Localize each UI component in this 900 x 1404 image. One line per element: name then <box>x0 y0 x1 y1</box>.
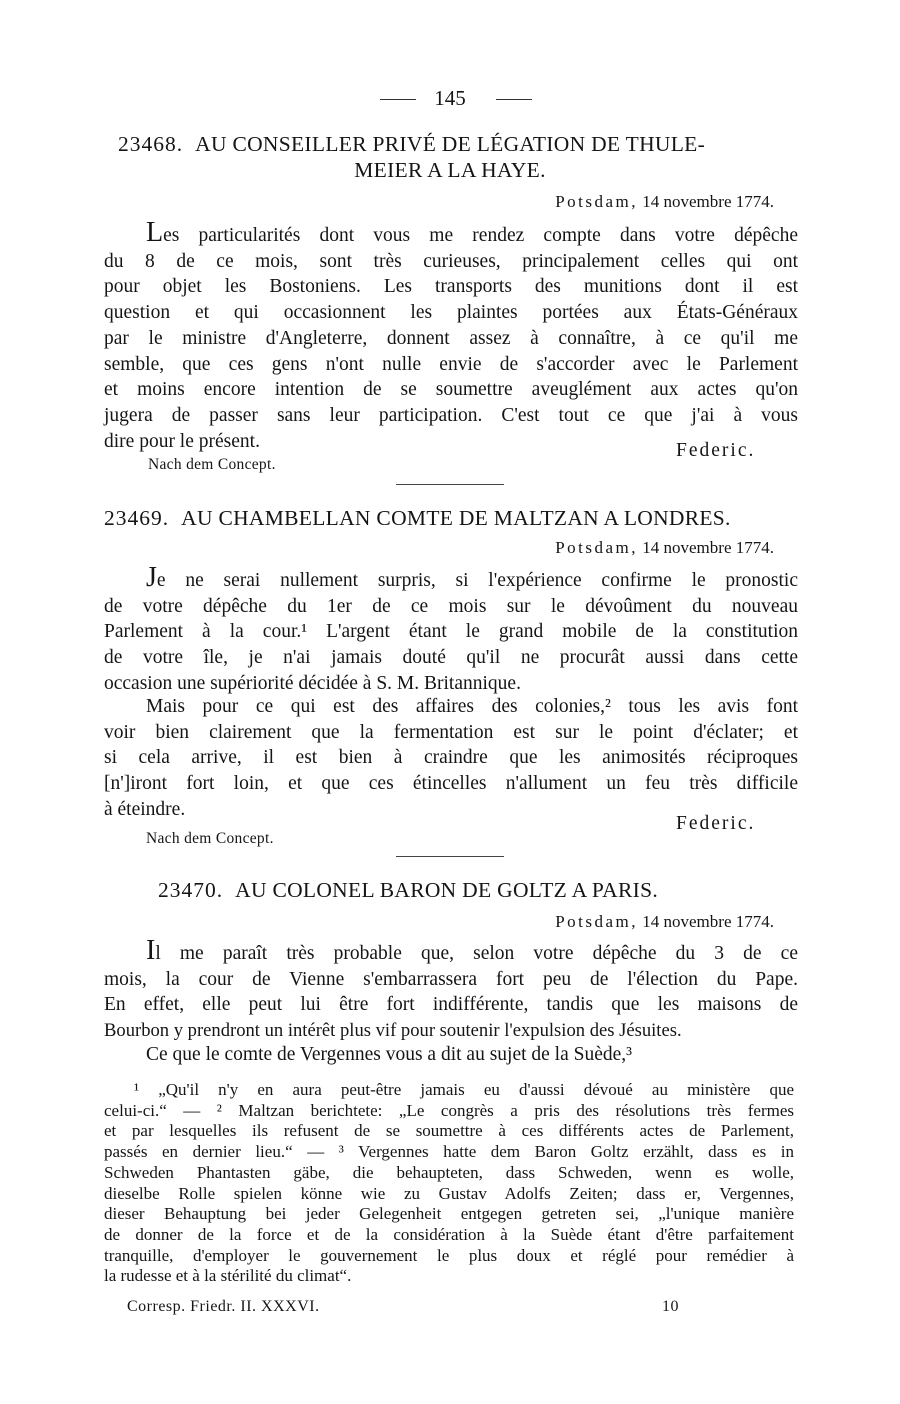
footnote-line: dieser Behauptung bei jeder Gelegenheit entgegen getreten sei, „l'unique manière <box>104 1204 794 1224</box>
letter-date: 14 novembre 1774. <box>642 912 774 931</box>
letter-title: AU CHAMBELLAN COMTE DE MALTZAN A LONDRES. <box>181 506 731 530</box>
letter-place: Potsdam, <box>555 912 639 931</box>
footer-signature-mark: Corresp. Friedr. II. XXXVI. <box>127 1298 320 1315</box>
letter-body-paragraph <box>104 1042 798 1068</box>
footnote-line: dieselbe Rolle spielen könne wie zu Gustav Adolfs Zeiten; dass er, Vergennes, <box>104 1183 794 1203</box>
footnote-line: ¹ „Qu'il n'y en aura peut-être jamais eu d'aussi dévoué au ministère que <box>134 1080 794 1099</box>
letter-body-paragraph <box>104 217 798 454</box>
text-line: si cela arrive, il est bien à craindre que les animosités réciproques <box>104 747 798 769</box>
text-line: pour objet les Bostoniens. Les transports des munitions dont il est <box>104 276 798 298</box>
letter-dateline <box>555 192 774 212</box>
text-line: question et qui occasionnent les plaintes portées aux États-Généraux <box>104 302 798 324</box>
text-line: et moins encore intention de se soumettre aveuglément aux actes qu'on <box>104 379 798 401</box>
footnote-line: tranquille, d'employer le gouvernement le plus doux et réglé pour remédier à <box>104 1245 794 1265</box>
text-line: Ce que le comte de Vergennes vous a dit au sujet de la Suède,³ <box>146 1044 632 1065</box>
text-line: [n']iront fort loin, et que ces étincelles n'allument un feu très difficile <box>104 773 798 795</box>
letter-heading <box>104 506 731 531</box>
letter-heading <box>158 878 658 903</box>
footer-sheet-number: 10 <box>662 1298 679 1315</box>
text-line: Parlement à la cour.¹ L'argent étant le grand mobile de la constitution <box>104 621 798 643</box>
text-line: En effet, elle peut lui être fort indifférente, tandis que les maisons de <box>104 994 798 1016</box>
source-note: Nach dem Concept. <box>146 830 274 847</box>
letter-number: 23468. <box>118 132 184 156</box>
text-line: mois, la cour de Vienne s'embarrassera fort peu de l'élection du Pape. <box>104 968 798 990</box>
text-line: semble, que ces gens n'ont nulle envie de s'accorder avec le Parlement <box>104 353 798 375</box>
text-line: de votre île, je n'ai jamais douté qu'il ne procurât aussi dans cette <box>104 647 798 669</box>
signature: Federic. <box>676 440 756 461</box>
section-divider <box>396 856 504 857</box>
letter-place: Potsdam, <box>555 192 639 211</box>
text-line: dire pour le présent. <box>104 430 260 452</box>
footnote-line: de donner de la force et de la considération à la Suède étant d'être parfaitement <box>104 1224 794 1244</box>
letter-body-paragraph <box>104 694 798 823</box>
text-line: Mais pour ce qui est des affaires des colonies,² tous les avis font <box>146 696 798 717</box>
text-line: voir bien clairement que la fermentation est sur le point d'éclater; et <box>104 721 798 743</box>
section-divider <box>396 484 504 485</box>
signature: Federic. <box>676 813 756 834</box>
page-number: 145 <box>434 86 466 110</box>
letter-number: 23469. <box>104 506 170 530</box>
letter-number: 23470. <box>158 878 224 902</box>
letter-place: Potsdam, <box>555 538 639 557</box>
text-line: par le ministre d'Angleterre, donnent assez à connaître, à ce qu'il me <box>104 327 798 349</box>
letter-title: AU COLONEL BARON DE GOLTZ A PARIS. <box>235 878 659 902</box>
letter-title: AU CONSEILLER PRIVÉ DE LÉGATION DE THULE- <box>195 132 706 156</box>
footnote-line: Schweden Phantasten gäbe, die behaupteten, dass Schweden, wenn es wolle, <box>104 1162 794 1182</box>
text-line: jugera de passer sans leur participation. C'est tout ce que j'ai à vous <box>104 404 798 426</box>
letter-heading <box>118 132 705 157</box>
letter-date: 14 novembre 1774. <box>642 192 774 211</box>
text-line: du 8 de ce mois, sont très curieuses, principalement celles qui ont <box>104 250 798 272</box>
footnote-line: passés en dernier lieu.“ — ³ Vergennes hatte dem Baron Goltz erzählt, dass es in <box>104 1142 794 1162</box>
text-line: Bourbon y prendront un intérêt plus vif pour soutenir l'expulsion des Jésuites. <box>104 1020 682 1042</box>
text-line: occasion une supériorité décidée à S. M. Britannique. <box>104 672 521 694</box>
text-line: de votre dépêche du 1er de ce mois sur le dévoûment du nouveau <box>104 595 798 617</box>
letter-body-paragraph <box>104 562 798 697</box>
text-line: Je ne serai nullement surpris, si l'expérience confirme le pronostic <box>146 562 798 593</box>
letter-body-paragraph <box>104 935 798 1044</box>
letter-date: 14 novembre 1774. <box>642 538 774 557</box>
footnotes <box>104 1080 794 1287</box>
page-number-rule-right <box>496 99 532 100</box>
letter-title-continued: MEIER A LA HAYE. <box>354 158 546 182</box>
text-line: Les particularités dont vous me rendez compte dans votre dépêche <box>146 217 798 248</box>
footnote-line: la rudesse et à la stérilité du climat“. <box>104 1266 352 1286</box>
letter-dateline <box>555 912 774 932</box>
footnote-line: et par lesquelles ils refusent de se soumettre à ces différents actes de Parlement, <box>104 1121 794 1141</box>
footnote-line: celui-ci.“ — ² Maltzan berichtete: „Le congrès a pris des résolutions très fermes <box>104 1100 794 1120</box>
source-note: Nach dem Concept. <box>148 456 276 473</box>
text-line: à éteindre. <box>104 798 186 820</box>
text-line: Il me paraît très probable que, selon votre dépêche du 3 de ce <box>146 935 798 966</box>
letter-dateline <box>555 538 774 558</box>
